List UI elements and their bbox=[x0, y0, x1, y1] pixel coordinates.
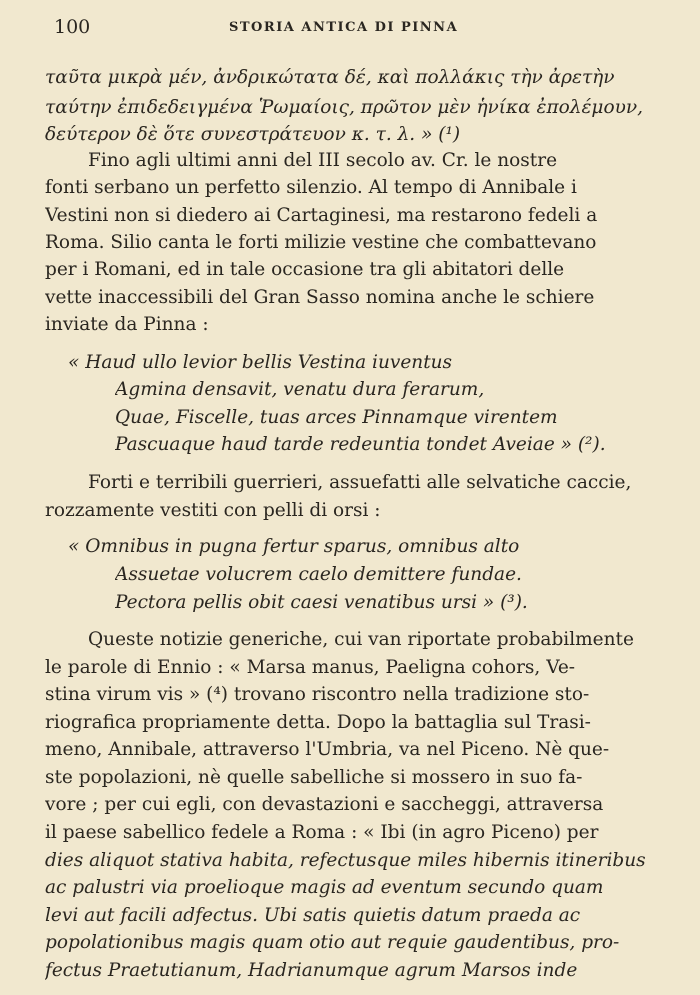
text-line: inviate da Pinna : bbox=[45, 314, 209, 335]
text-line: Quae, Fiscelle, tuas arces Pinnamque virentem bbox=[115, 407, 558, 428]
text-line: fectus Praetutianum, Hadrianumque agrum Marsos inde bbox=[45, 960, 578, 981]
text-line: dies aliquot stativa habita, refectusque miles hibernis itineribus bbox=[45, 850, 646, 871]
text-line: rozzamente vestiti con pelli di orsi : bbox=[45, 500, 381, 521]
text-line: Assuetae volucrem caelo demittere fundae. bbox=[115, 564, 522, 585]
text-line: riografica propriamente detta. Dopo la battaglia sul Trasi- bbox=[45, 712, 591, 733]
text-line: stina virum vis » (⁴) trovano riscontro nella tradizione sto- bbox=[45, 684, 590, 705]
text-line: per i Romani, ed in tale occasione tra gli abitatori delle bbox=[45, 259, 565, 280]
text-line: ταῦτα μικρὰ μέν, ἀνδρικώτατα δέ, καὶ πολλάκις τὴν ἀρετὴν bbox=[45, 67, 615, 88]
text-line: ste popolazioni, nè quelle sabelliche si mossero in suo fa- bbox=[45, 767, 583, 788]
text-line: le parole di Ennio : « Marsa manus, Paeligna cohors, Ve- bbox=[45, 657, 576, 678]
text-line: ταύτην ἐπιδεδειγμένα Ῥωμαίοις, πρῶτον μὲν ἡνίκα ἐπολέμουν, bbox=[45, 97, 643, 118]
text-line: vette inaccessibili del Gran Sasso nomina anche le schiere bbox=[45, 287, 595, 308]
text-line: « Haud ullo levior bellis Vestina iuventus bbox=[68, 352, 453, 373]
running-title: STORIA ANTICA DI PINNA bbox=[229, 20, 459, 35]
text-line: fonti serbano un perfetto silenzio. Al tempo di Annibale i bbox=[45, 177, 577, 198]
page-number: 100 bbox=[54, 16, 91, 38]
text-line: « Omnibus in pugna fertur sparus, omnibus alto bbox=[68, 536, 520, 557]
text-line: δεύτερον δὲ ὅτε συνεστράτευον κ. τ. λ. » (¹) bbox=[45, 124, 461, 145]
text-line: il paese sabellico fedele a Roma : « Ibi (in agro Piceno) per bbox=[45, 822, 599, 843]
text-line: Queste notizie generiche, cui van riportate probabilmente bbox=[88, 629, 634, 650]
text-line: meno, Annibale, attraverso l'Umbria, va nel Piceno. Nè que- bbox=[45, 739, 610, 760]
text-line: levi aut facili adfectus. Ubi satis quietis datum praeda ac bbox=[45, 905, 581, 926]
text-line: Pectora pellis obit caesi venatibus ursi » (³). bbox=[115, 592, 528, 613]
text-line: Vestini non si diedero ai Cartaginesi, ma restarono fedeli a bbox=[45, 205, 598, 226]
text-line: ac palustri via proelioque magis ad eventum secundo quam bbox=[45, 877, 604, 898]
text-line: Fino agli ultimi anni del III secolo av. Cr. le nostre bbox=[88, 150, 558, 171]
text-line: Agmina densavit, venatu dura ferarum, bbox=[115, 379, 485, 400]
text-line: popolationibus magis quam otio aut requie gaudentibus, pro- bbox=[45, 932, 620, 953]
page-header bbox=[54, 16, 666, 42]
text-line: vore ; per cui egli, con devastazioni e saccheggi, attraversa bbox=[45, 794, 604, 815]
text-line: Roma. Silio canta le forti milizie vestine che combattevano bbox=[45, 232, 597, 253]
text-line: Forti e terribili guerrieri, assuefatti alle selvatiche caccie, bbox=[88, 472, 632, 493]
text-line: Pascuaque haud tarde redeuntia tondet Aveiae » (²). bbox=[115, 434, 606, 455]
